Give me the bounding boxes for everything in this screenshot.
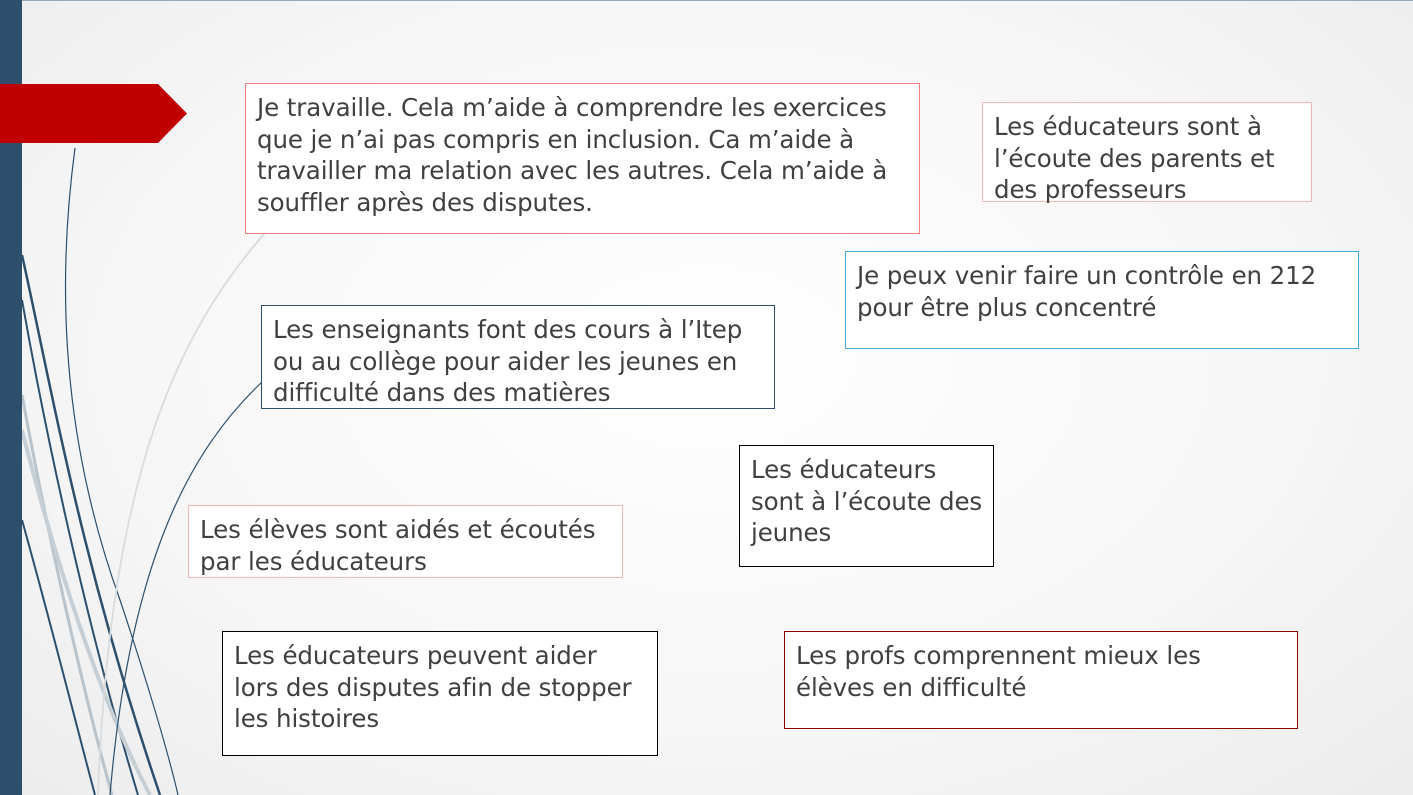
note-disputes: [222, 631, 658, 756]
note-disputes-text: Les éducateurs peuvent aider lors des disputes afin de stopper les histoires: [234, 641, 632, 733]
note-profs: [784, 631, 1298, 729]
note-ecoute-jeunes: [739, 445, 994, 567]
note-travail-text: Je travaille. Cela m’aide à comprendre les exercices que je n’ai pas compris en inclusion. Ca m’aide à travailler ma relation avec les autres. Cela m’aide à souffler après des disputes.: [257, 93, 888, 217]
note-travail: [245, 83, 920, 234]
note-enseignants: [261, 305, 775, 409]
note-controle-212-text: Je peux venir faire un contrôle en 212 pour être plus concentré: [857, 261, 1317, 322]
note-ecoute-parents-text: Les éducateurs sont à l’écoute des parents et des professeurs: [994, 112, 1275, 204]
note-controle-212: [845, 251, 1359, 349]
note-ecoute-jeunes-text: Les éducateurs sont à l’écoute des jeunes: [751, 455, 983, 547]
note-ecoute-parents: [982, 102, 1312, 202]
note-enseignants-text: Les enseignants font des cours à l’Itep ou au collège pour aider les jeunes en difficulté dans des matières: [273, 315, 743, 407]
red-arrow-shape: [0, 84, 187, 143]
note-profs-text: Les profs comprennent mieux les élèves en difficulté: [796, 641, 1201, 702]
note-eleves-aides-text: Les élèves sont aidés et écoutés par les éducateurs: [200, 515, 596, 576]
note-eleves-aides: [188, 505, 623, 578]
